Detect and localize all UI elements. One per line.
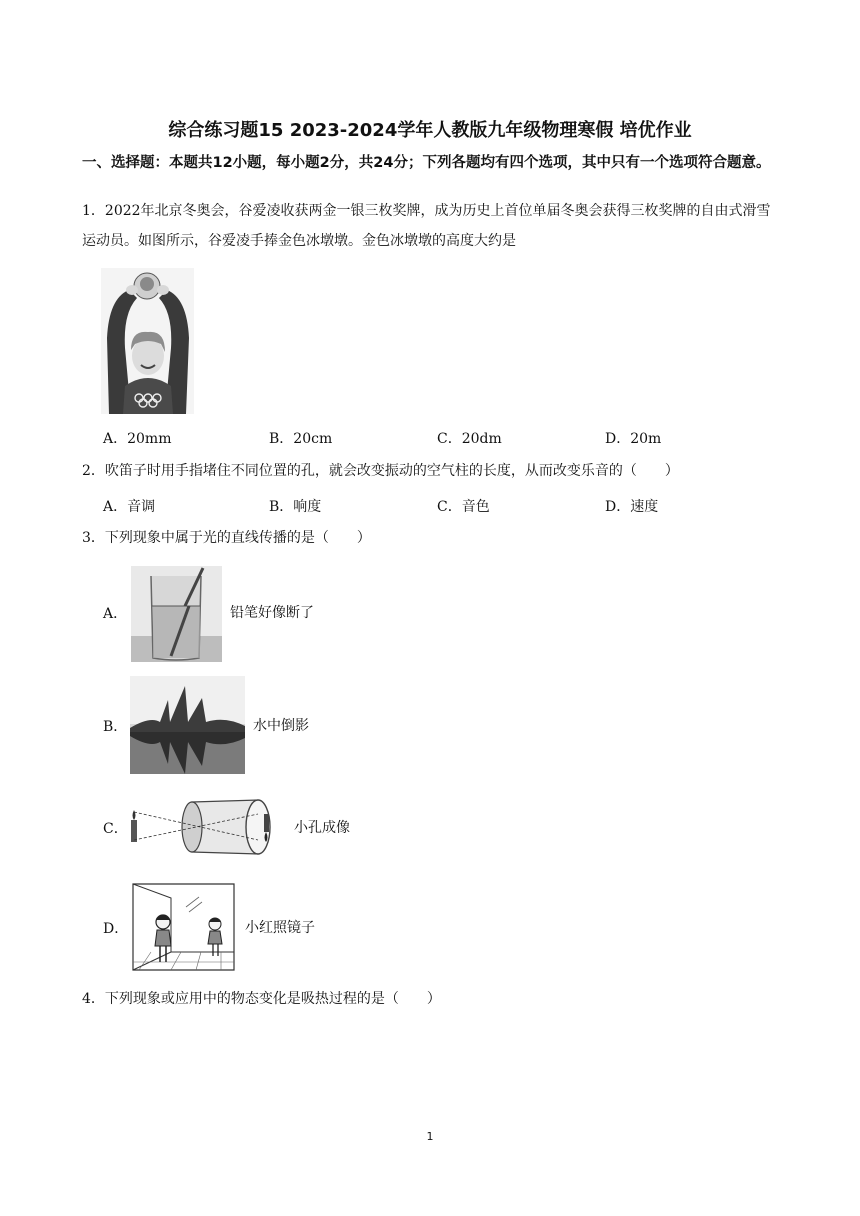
athlete-photo bbox=[101, 268, 194, 414]
option-d-caption: 小红照镜子 bbox=[245, 920, 315, 936]
option-a-caption: 铅笔好像断了 bbox=[230, 605, 314, 621]
question-3-text: 3．下列现象中属于光的直线传播的是（ ） bbox=[82, 530, 371, 546]
option-c[interactable]: C．音色 bbox=[437, 499, 490, 515]
option-b-caption: 水中倒影 bbox=[253, 718, 309, 734]
page-title: 综合练习题15 2023-2024学年人教版九年级物理寒假 培优作业 bbox=[168, 120, 692, 141]
section-heading: 一、选择题：本题共12小题，每小题2分，共24分；下列各题均有四个选项，其中只有一个选项符合题意。 bbox=[82, 155, 771, 171]
option-d[interactable]: D．20m bbox=[605, 431, 662, 447]
option-a[interactable]: A．音调 bbox=[103, 499, 156, 515]
pinhole-camera-image bbox=[128, 792, 284, 862]
option-c-label[interactable]: C． bbox=[103, 821, 128, 837]
pencil-in-water-image bbox=[131, 566, 222, 662]
question-4-text: 4．下列现象或应用中的物态变化是吸热过程的是（ ） bbox=[82, 991, 441, 1007]
option-a[interactable]: A．20mm bbox=[103, 431, 172, 447]
question-1-text: 1．2022年北京冬奥会，谷爱凌收获两金一银三枚奖牌，成为历史上首位单届冬奥会获得三枚奖牌的自由式滑雪运动员。如图所示，谷爱凌手捧金色冰墩墩。金色冰墩墩的高度大约是 bbox=[82, 203, 771, 249]
option-c[interactable]: C．20dm bbox=[437, 431, 502, 447]
option-a-label[interactable]: A． bbox=[103, 606, 128, 622]
page-number: 1 bbox=[426, 1130, 434, 1143]
question-2-text: 2．吹笛子时用手指堵住不同位置的孔，就会改变振动的空气柱的长度，从而改变乐音的（ ） bbox=[82, 463, 679, 479]
option-d[interactable]: D．速度 bbox=[605, 499, 659, 515]
option-c-caption: 小孔成像 bbox=[294, 820, 350, 836]
option-b[interactable]: B．20cm bbox=[269, 431, 333, 447]
option-b-label[interactable]: B． bbox=[103, 719, 128, 735]
option-d-label[interactable]: D． bbox=[103, 921, 129, 937]
mirror-image bbox=[131, 882, 236, 972]
option-b[interactable]: B．响度 bbox=[269, 499, 322, 515]
water-reflection-image bbox=[130, 676, 245, 774]
